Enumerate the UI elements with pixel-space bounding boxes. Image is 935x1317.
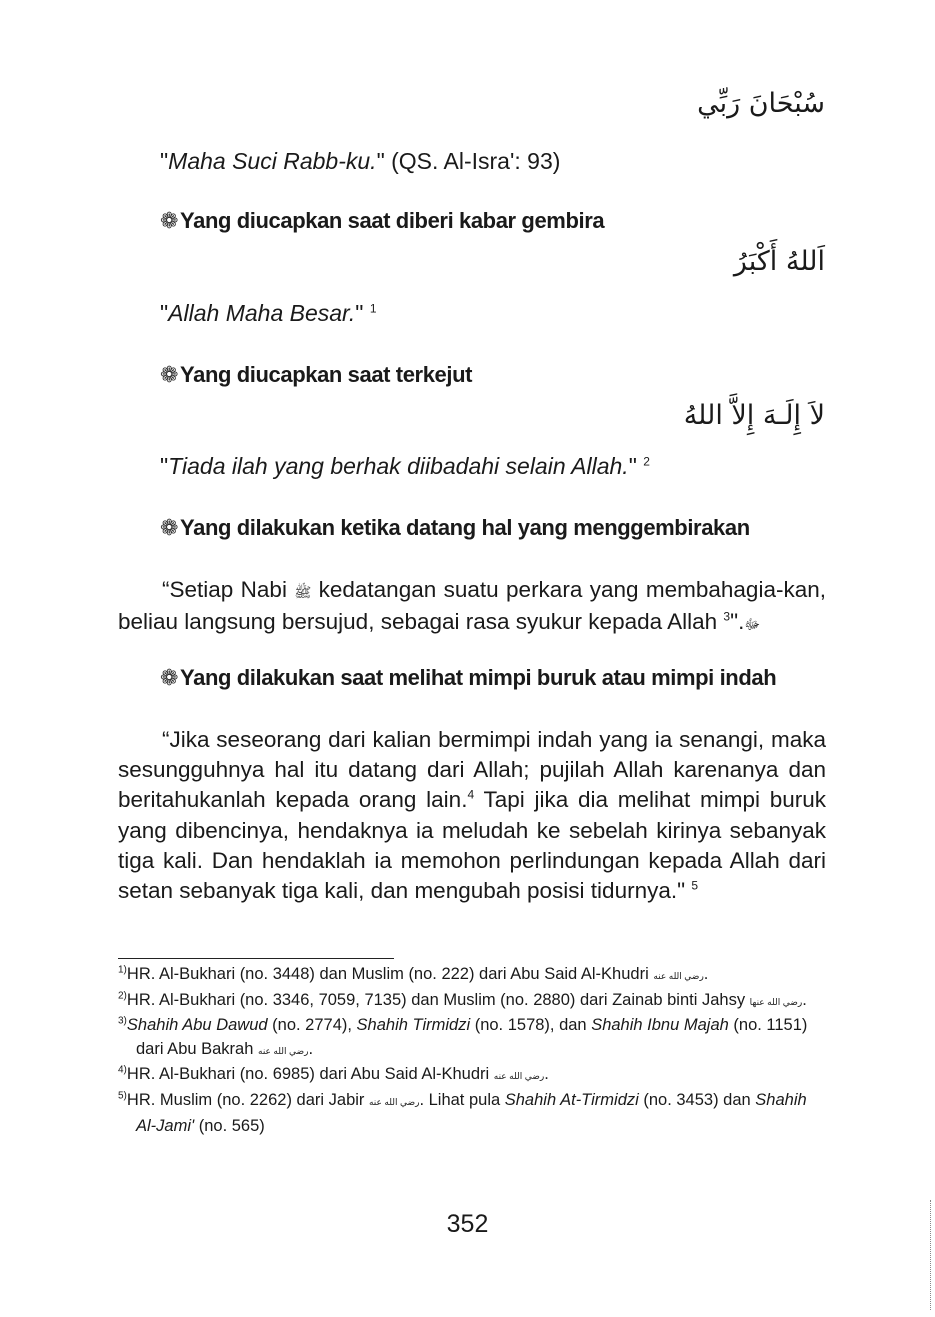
flower-ornament-icon: ❁	[160, 665, 179, 690]
page-number: 352	[446, 1210, 489, 1238]
translation-allahu-akbar: "Allah Maha Besar." $^1$	[160, 300, 377, 326]
honorific-icon: رضي الله عنه	[258, 1045, 309, 1056]
honorific-icon: رضي الله عنه	[653, 971, 704, 981]
heading-text: Yang dilakukan saat melihat mimpi buruk atau mimpi indah	[180, 665, 777, 690]
footnote-ref-2: 2	[643, 454, 650, 469]
honorific-icon: رضي الله عنه	[368, 1096, 420, 1107]
heading-text: Yang diucapkan saat terkejut	[180, 362, 473, 387]
flower-ornament-icon: ❁	[160, 515, 179, 540]
translation-subhana-rabbi: "Maha Suci Rabb-ku." (QS. Al-Isra': 93)	[160, 148, 561, 174]
footnote-1: $^{1)}$HR. Al-Bukhari (no. 3448) dan Muslim (no. 222) dari Abu Said Al-Khudri رضي الله عنه.	[118, 964, 709, 983]
heading-text: Yang dilakukan ketika datang hal yang menggembirakan	[180, 515, 750, 540]
flower-ornament-icon: ❁	[160, 362, 179, 387]
honorific-icon: رضي الله عنها	[749, 996, 803, 1007]
arabic-allahu-akbar: اَللهُ أَكْبَرُ	[733, 246, 825, 277]
glory-icon: ﷻ	[744, 616, 761, 633]
heading-happy-event	[160, 515, 750, 541]
footnote-ref-5: 5	[691, 878, 699, 893]
translation-la-ilaha-illallah: "Tiada ilah yang berhak diibadahi selain Allah." $^2$	[160, 453, 650, 479]
salawat-icon: ﷺ	[294, 584, 312, 600]
footnote-3: $^{3)}$Shahih Abu Dawud (no. 2774), Shahih Tirmidzi (no. 1578), dan Shahih Ibnu Majah (no. 1151) dari Abu Bakrah رضي الله عنه.	[118, 1015, 808, 1058]
footnotes	[118, 963, 830, 1138]
translation-italic: Tiada ilah yang berhak diibadahi selain Allah.	[168, 453, 629, 479]
heading-good-news	[160, 208, 604, 234]
footnote-ref-4: 4	[467, 787, 475, 802]
footnote-ref-1: 1	[369, 301, 377, 316]
translation-italic: Allah Maha Besar.	[168, 300, 356, 326]
footnote-4: $^{4)}$HR. Al-Bukhari (no. 6985) dari Abu Said Al-Khudri رضي الله عنه.	[118, 1064, 549, 1084]
footnote-5: $^{5)}$HR. Muslim (no. 2262) dari Jabir رضي الله عنه. Lihat pula Shahih At-Tirmidzi (no. 3453) dan Shahih Al-Jami' (no. 565)	[118, 1090, 807, 1135]
heading-dreams	[160, 665, 776, 691]
flower-ornament-icon: ❁	[160, 208, 179, 233]
footnote-ref-3: 3	[723, 609, 731, 624]
quran-reference: (QS. Al-Isra': 93)	[384, 148, 561, 174]
heading-text: Yang diucapkan saat diberi kabar gembira	[180, 208, 605, 233]
arabic-la-ilaha-illallah: لاَ إِلَـهَ إِلاَّ اللهُ	[683, 400, 825, 431]
heading-startled	[160, 362, 472, 388]
honorific-icon: رضي الله عنه	[493, 1071, 545, 1082]
translation-italic: Maha Suci Rabb-ku.	[168, 148, 377, 174]
footnote-2: $^{2)}$HR. Al-Bukhari (no. 3346, 7059, 7135) dan Muslim (no. 2880) dari Zainab binti Jahsy رضي الله عنها.	[118, 990, 807, 1009]
paragraph-dreams: “Jika seseorang dari kalian bermimpi indah yang ia senangi, maka sesungguhnya hal itu datang dari Allah; pujilah Allah karenanya dan beritahukanlah kepada orang lain.$^4$ Tapi jika dia melihat mimpi buruk yang dibencinya, hendaknya ia meludah ke sebelah kirinya sebanyak tiga kali. Dan hendaklah ia memohon perlindungan kepada Allah dari setan sebanyak tiga kali, dan mengubah posisi tidurnya." $^5$	[118, 727, 826, 904]
paragraph-happy-event: “Setiap Nabi ﷺ kedatangan suatu perkara yang membahagia-kan, beliau langsung bersujud, sebagai rasa syukur kepada Allah ﷻ."$^3$	[118, 577, 826, 635]
scan-edge-mark	[929, 1200, 931, 1310]
footnote-divider	[118, 958, 394, 959]
arabic-subhana-rabbi: سُبْحَانَ رَبِّي	[697, 88, 825, 119]
